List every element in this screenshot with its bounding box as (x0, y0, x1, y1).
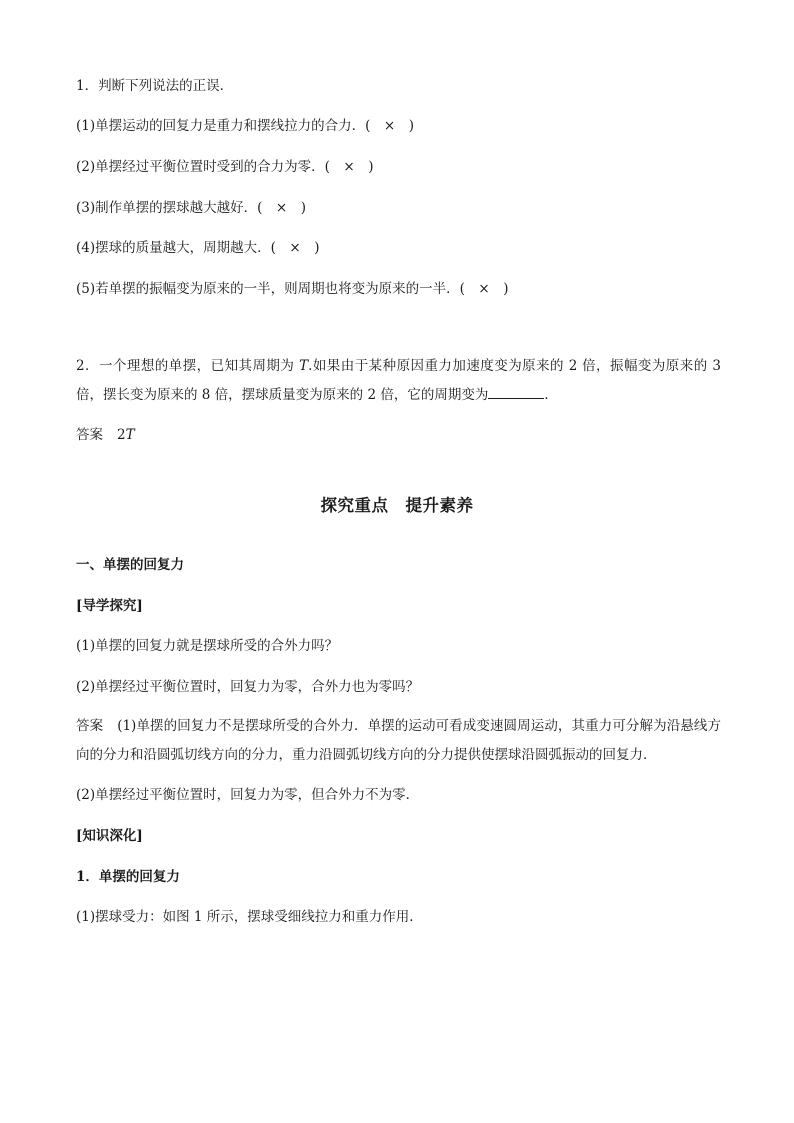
answer-blank (488, 384, 544, 399)
answer-1-text: (1)单摆的回复力不是摆球所受的合外力．单摆的运动可看成变速圆周运动，其重力可分解为沿悬线方向的分力和沿圆弧切线方向的分力，重力沿圆弧切线方向的分力提供使摆球沿圆弧振动的回复力． (76, 718, 722, 763)
question-1-item-3: (3)制作单摆的摆球越大越好．( × ) (76, 200, 306, 216)
guide-label: [导学探究] (76, 598, 143, 614)
answer-label: 答案 (76, 718, 104, 734)
guide-answer-1 (76, 712, 721, 770)
answer-number: 2 (117, 427, 126, 443)
question-2-text (76, 352, 721, 410)
question-2-text-a: 2．一个理想的单摆，已知其周期为 (76, 358, 300, 374)
knowledge-item-1-text: (1)摆球受力：如图 1 所示，摆球受细线拉力和重力作用． (76, 909, 423, 925)
knowledge-item-1-title: 1．单摆的回复力 (76, 869, 180, 885)
question-1-title: 1．判断下列说法的正误． (76, 78, 234, 94)
answer-label: 答案 (76, 427, 103, 443)
section-heading: 探究重点 提升素养 (320, 496, 474, 515)
question-1-item-2: (2)单摆经过平衡位置时受到的合力为零．( × ) (76, 159, 374, 175)
question-2-text-end: ． (544, 387, 558, 403)
question-2-text-b: .如果由于某种原因重力加速度变为原来的 2 倍，振幅变为原来的 3 倍，摆长变为原来的 8 倍，摆球质量变为原来的 2 倍，它的周期变为 (76, 358, 721, 403)
question-1-item-1: (1)单摆运动的回复力是重力和摆线拉力的合力．( × ) (76, 118, 414, 134)
part-1-title: 一、单摆的回复力 (76, 557, 184, 573)
answer-period-symbol: T (125, 427, 135, 443)
question-1-item-5: (5)若单摆的振幅变为原来的一半，则周期也将变为原来的一半．( × ) (76, 281, 509, 297)
question-2-answer (76, 425, 135, 445)
question-1-item-4: (4)摆球的质量越大，周期越大．( × ) (76, 240, 320, 256)
guide-question-1: (1)单摆的回复力就是摆球所受的合外力吗？ (76, 638, 339, 654)
guide-question-2: (2)单摆经过平衡位置时，回复力为零，合外力也为零吗？ (76, 679, 420, 695)
question-2-period-symbol: T (299, 358, 309, 374)
knowledge-label: [知识深化] (76, 828, 143, 844)
guide-answer-2: (2)单摆经过平衡位置时，回复力为零，但合外力不为零． (76, 787, 420, 803)
